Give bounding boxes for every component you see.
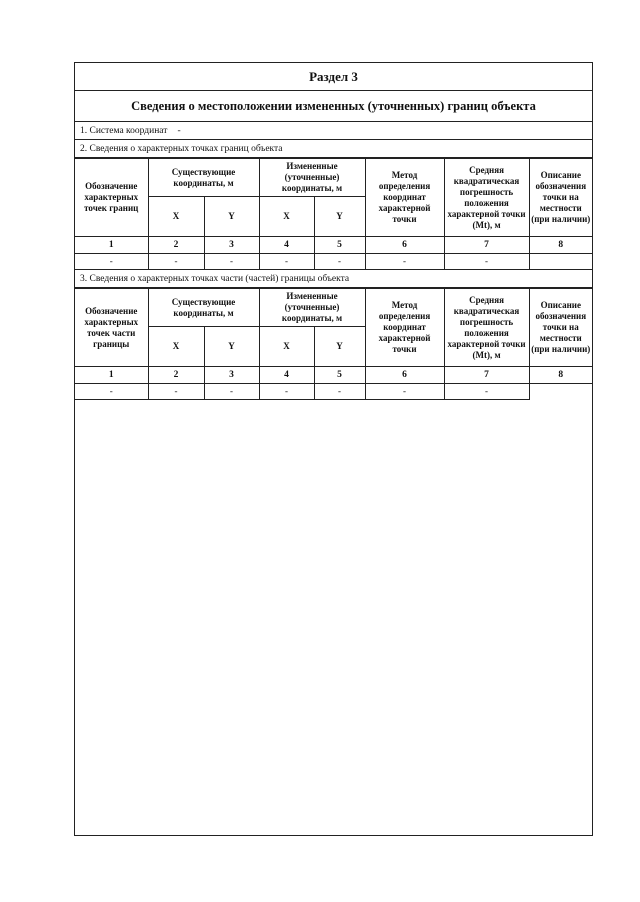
t1-col-changed-x: X [259, 197, 314, 237]
t2-cell-2: - [148, 384, 204, 400]
t2-num-6: 6 [365, 367, 444, 384]
t2-num-7: 7 [444, 367, 529, 384]
t2-num-8: 8 [529, 367, 592, 384]
t2-col-method: Метод определения координат характерной точки [365, 289, 444, 367]
coord-system-label: 1. Система координат [80, 125, 168, 136]
t2-cell-6: - [365, 384, 444, 400]
t1-cell-6: - [365, 254, 444, 270]
t2-cell-5: - [314, 384, 365, 400]
coord-system-value: - [177, 125, 181, 136]
t1-cell-5: - [314, 254, 365, 270]
t1-num-7: 7 [444, 237, 529, 254]
t1-cell-7: - [444, 254, 529, 270]
table2-part-boundary-points [75, 288, 592, 400]
t2-cell-7: - [444, 384, 529, 400]
t2-number-row [75, 367, 592, 384]
t2-col-changed-y: Y [314, 327, 365, 367]
t1-col-designation: Обозначение характерных точек границ [75, 159, 148, 237]
t1-cell-2: - [148, 254, 204, 270]
coord-system-row [75, 122, 592, 140]
table2-caption: 3. Сведения о характерных точках части (частей) границы объекта [75, 270, 592, 288]
t1-col-method: Метод определения координат характерной точки [365, 159, 444, 237]
t1-col-changed: Измененные (уточненные) координаты, м [259, 159, 365, 197]
t1-col-description: Описание обозначения точки на местности (при наличии) [529, 159, 592, 237]
t1-num-8: 8 [529, 237, 592, 254]
t1-num-5: 5 [314, 237, 365, 254]
t2-col-existing-y: Y [204, 327, 259, 367]
t2-cell-4: - [259, 384, 314, 400]
t2-col-designation: Обозначение характерных точек части границы [75, 289, 148, 367]
t1-num-4: 4 [259, 237, 314, 254]
t1-cell-3: - [204, 254, 259, 270]
t1-num-1: 1 [75, 237, 148, 254]
t2-num-4: 4 [259, 367, 314, 384]
t2-col-existing-x: X [148, 327, 204, 367]
t1-cell-8 [529, 254, 592, 270]
t1-col-existing-x: X [148, 197, 204, 237]
table-row [75, 384, 592, 400]
t1-col-existing-y: Y [204, 197, 259, 237]
t2-cell-3: - [204, 384, 259, 400]
t2-col-description: Описание обозначения точки на местности (при наличии) [529, 289, 592, 367]
t1-col-accuracy: Средняя квадратическая погрешность положения характерной точки (Mt), м [444, 159, 529, 237]
t2-col-changed: Измененные (уточненные) координаты, м [259, 289, 365, 327]
t1-num-3: 3 [204, 237, 259, 254]
section-subtitle: Сведения о местоположении измененных (уточненных) границ объекта [75, 91, 592, 122]
table1-caption: 2. Сведения о характерных точках границ объекта [75, 140, 592, 158]
t2-col-changed-x: X [259, 327, 314, 367]
t1-col-existing: Существующие координаты, м [148, 159, 259, 197]
table-row [75, 254, 592, 270]
section-title: Раздел 3 [75, 63, 592, 91]
t2-num-5: 5 [314, 367, 365, 384]
t1-cell-4: - [259, 254, 314, 270]
t2-num-3: 3 [204, 367, 259, 384]
t2-num-1: 1 [75, 367, 148, 384]
t2-cell-8 [529, 384, 592, 400]
t2-col-accuracy: Средняя квадратическая погрешность положения характерной точки (Mt), м [444, 289, 529, 367]
t1-cell-1: - [75, 254, 148, 270]
table1-boundary-points [75, 158, 592, 270]
t1-number-row [75, 237, 592, 254]
t2-col-existing: Существующие координаты, м [148, 289, 259, 327]
t1-col-changed-y: Y [314, 197, 365, 237]
t1-num-2: 2 [148, 237, 204, 254]
t2-cell-1: - [75, 384, 148, 400]
document-frame [74, 62, 593, 836]
t2-num-2: 2 [148, 367, 204, 384]
t1-num-6: 6 [365, 237, 444, 254]
